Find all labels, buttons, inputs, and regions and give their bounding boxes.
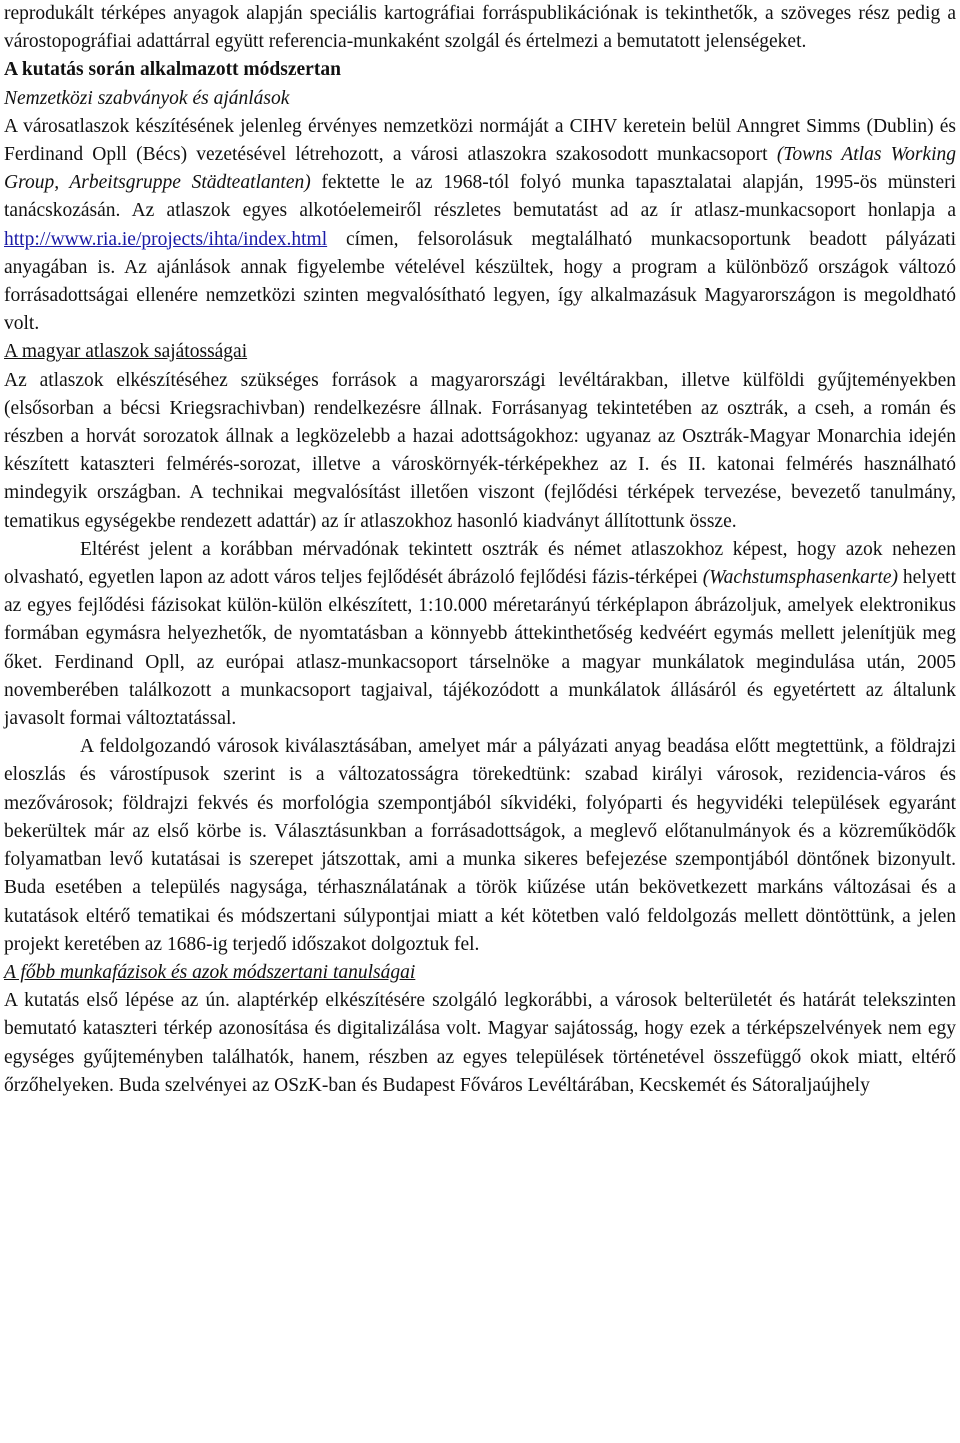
italic-term: (Wachstumsphasenkarte) <box>702 567 899 589</box>
paragraph-differences <box>4 536 956 733</box>
section-heading-method: A kutatás során alkalmazott módszertan <box>4 59 341 81</box>
paragraph-text: A városatlaszok készítésének jelenleg érvényes nemzetközi normáját a CIHV keretein belül Anngret Simms (Dublin) és Ferdinand Opll (Bécs) vezetésével létrehozott, a városi atlaszokra szakosodott munkacsoport <box>4 115 956 166</box>
paragraph-sources: Az atlaszok elkészítéséhez szükséges források a magyarországi levéltárakban, illetve külföldi gyűjteményekben (elsősorban a bécsi Kriegsrachivban) rendelkezésre állnak. Forrásanyag tekintetében az osztrák, a cseh, a román és részben a horvát sorozatok állnak a legközelebb a hazai adottságokhoz: ugyanaz az Osztrák-Magyar Monarchia idején készített kataszteri felmérés-sorozat, illetve a városkörnyék-térképekhez az I. és II. katonai felmérés használható mindegyik országban. A technikai megvalósítást illetően viszont (fejlődési térképek tervezése, bevezető tanulmány, tematikus egységekbe rendezett adattár) az ír atlaszokhoz hasonló kiadványt állítottunk össze. <box>4 369 956 532</box>
ihta-website-link[interactable]: http://www.ria.ie/projects/ihta/index.html <box>4 228 328 250</box>
paragraph-standards <box>4 113 956 339</box>
paragraph-first-step: A kutatás első lépése az ún. alaptérkép elkészítésére szolgáló legkorábbi, a városok belterületét és határát telekszinten bemutató kataszteri térkép azonosítása és digitalizálása volt. Magyar sajátosság, hogy ezek a térképszelvények nem egy egységes gyűjteményben találhatók, hanem, részben az egyes települések történetével összefüggő okok miatt, eltérő őrzőhelyeken. Buda szelvényei az OSzK-ban és Budapest Főváros Levéltárában, Kecskemét és Sátoraljaújhely <box>4 990 956 1096</box>
document-page <box>4 0 956 1100</box>
italic-group-name: (Towns Atlas Working Group, Arbeitsgruppe Städteatlanten) <box>4 144 956 194</box>
subheading-hungarian-atlases: A magyar atlaszok sajátosságai <box>4 341 248 363</box>
paragraph-text: Eltérést jelent a korábban mérvadónak tekintett osztrák és német atlaszokhoz képest, hogy azok nehezen olvasható, egyetlen lapon az adott város teljes fejlődését ábrázoló fejlődési fázis-térképei <box>4 538 956 589</box>
paragraph-text: fektette le az 1968-tól folyó munka tapasztalatai alapján, 1995-ös münsteri tanácskozásán. Az atlaszok egyes alkotóelemeiről részletes bemutatást ad az ír atlasz-munkacsoport honlapja a <box>4 172 957 222</box>
subheading-standards: Nemzetközi szabványok és ajánlások <box>4 87 290 109</box>
intro-paragraph: reprodukált térképes anyagok alapján speciális kartográfiai forráspublikációnak is tekinthetők, a szöveges rész pedig a várostopográfiai adattárral együtt referencia-munkaként szolgál és értelmezi a bemutatott jelenségeket. <box>4 3 956 53</box>
paragraph-text: helyett az egyes fejlődési fázisokat külön-külön elkészített, 1:10.000 méretarányú térképlapon ábrázoljuk, amelyek elektronikus formában egymásra helyezhetők, de nyomtatásban a könnyebb áttekinthetőség kedvéért egymás mellett jelenítjük meg őket. Ferdinand Opll, az európai atlasz-munkacsoport társelnöke a magyar munkálatok megindulása után, 2005 novemberében találkozott a munkacsoport tagjaival, tájékozódott a munkálatok állásáról és egyetértett az általunk javasolt formai változtatással. <box>4 567 956 730</box>
subheading-work-phases: A főbb munkafázisok és azok módszertani tanulságai <box>4 961 416 983</box>
paragraph-city-selection: A feldolgozandó városok kiválasztásában, amelyet már a pályázati anyag beadása előtt megtettünk, a földrajzi eloszlás és várostípusok szerint is a változatosságra törekedtünk: szabad királyi városok, rezidencia-város és mezővárosok; földrajzi fekvés és morfológia szempontjából síkvidéki, folyóparti és hegyvidéki települések egyaránt bekerültek már az első körbe is. Választásunkban a forrásadottságok, a meglevő előtanulmányok és a közreműködők folyamatban levő kutatásai is szerepet játszottak, ami a munka sikeres befejezése szempontjából döntőnek bizonyult. Buda esetében a település nagysága, térhasználatának a török kiűzése után bekövetkezett markáns változásai és a kutatások eltérő tematikai és módszertani súlypontjai miatt a két kötetben való feldolgozás mellett döntöttünk, a jelen projekt keretében az 1686-ig terjedő időszakot dolgoztuk fel. <box>4 736 956 955</box>
paragraph-text: címen, felsorolásuk megtalálható munkacsoportunk beadott pályázati anyagában is. Az ajánlások annak figyelembe vételével készültek, hogy a program a különböző országok változó forrásadottságai ellenére nemzetközi szinten megvalósítható legyen, így alkalmazásuk Magyarországon is megoldható volt. <box>4 228 956 335</box>
